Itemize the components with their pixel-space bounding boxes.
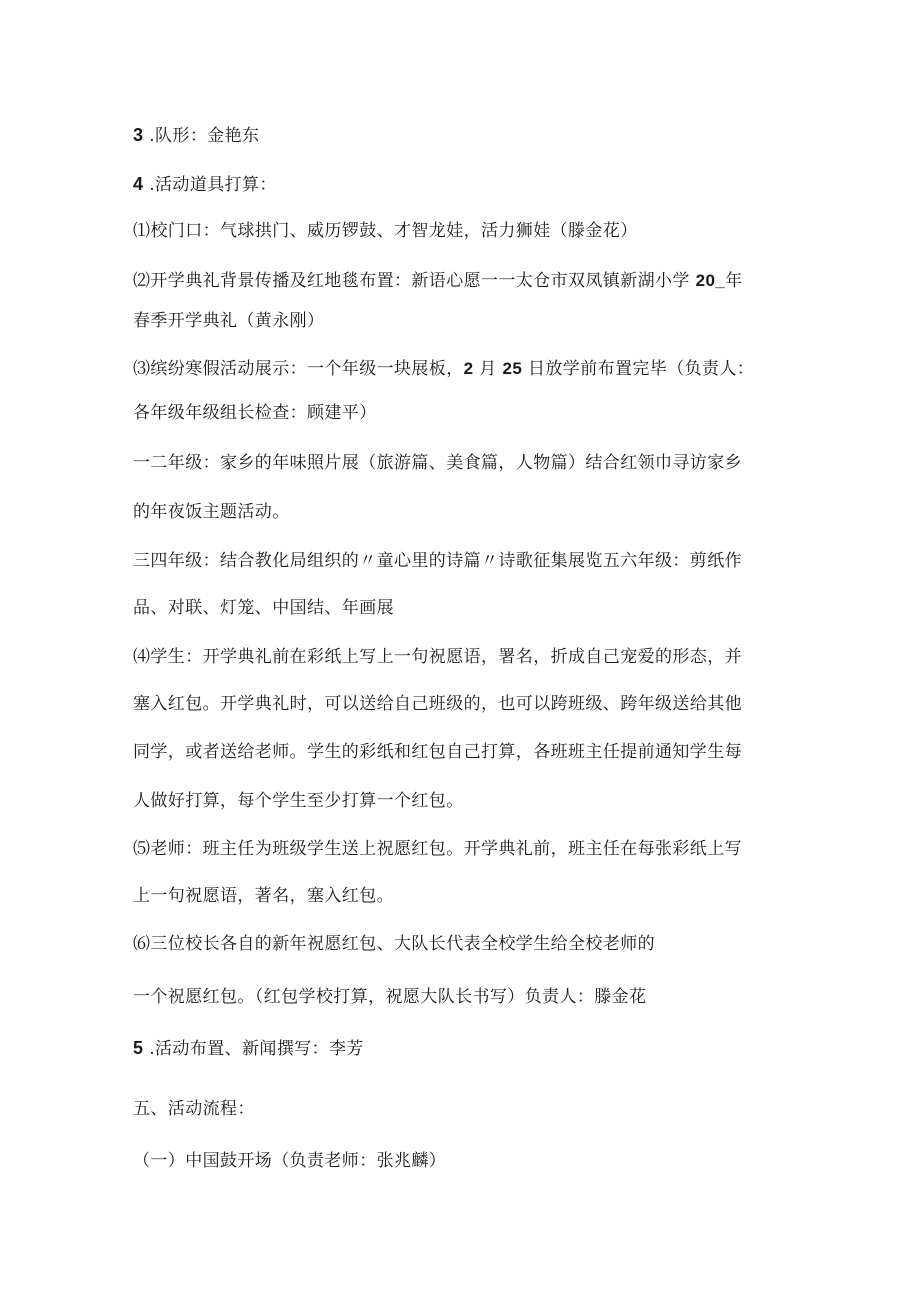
item-number: 3 [133,125,144,145]
props-exhibition [133,358,813,380]
props-gate [133,220,813,242]
line-text: 一个祝愿红包。（红包学校打算，祝愿大队长书写）负责人：滕金花 [133,987,647,1007]
principals-para-2 [133,986,813,1008]
principals-para-1 [133,933,813,955]
section-heading: 五、活动流程： [133,1099,255,1119]
line-text: 三四年级：结合教化局组织的〃童心里的诗篇〃诗歌征集展览五六年级：剪纸作 [133,551,742,571]
month-number: 2 [463,359,474,378]
line-text: ⑶缤纷寒假活动展示：一个年级一块展板， [133,359,464,379]
students-para-4 [133,790,813,812]
line-text: 日放学前布置完毕（负责人： [522,359,755,379]
flow-step-1 [133,1150,813,1172]
students-para-2 [133,693,813,715]
section-5-heading [133,1098,813,1120]
grade-3-6 [133,550,813,572]
props-background-cont [133,310,813,332]
item-text: .活动布置、新闻撰写：李芳 [143,1039,364,1059]
grade-1-2-cont [133,501,813,523]
line-text: 的年夜饭主题活动。 [133,502,290,522]
line-text: 春季开学典礼（黄永刚） [133,311,325,331]
item-text: .活动道具打算： [143,175,277,195]
line-text: ⑴校门口：气球拱门、威历锣鼓、才智龙娃，活力狮娃（滕金花） [133,221,638,241]
students-para-3 [133,741,813,763]
line-text: 同学，或者送给老师。学生的彩纸和红包自己打算，各班班主任提前通知学生每 [133,742,742,762]
line-text: 年 [725,271,743,291]
line-text: ⑹三位校长各自的新年祝愿红包、大队长代表全校学生给全校老师的 [133,934,655,954]
line-text: ⑸老师：班主任为班级学生送上祝愿红包。开学典礼前，班主任在每张彩纸上写 [133,839,742,859]
item-4-props [133,173,813,196]
teachers-para-1 [133,838,813,860]
students-para-1 [133,646,813,668]
day-number: 25 [502,359,523,378]
props-exhibition-cont [133,402,813,424]
props-background [133,270,813,292]
grade-3-6-cont [133,597,813,619]
line-text: （一）中国鼓开场（负责老师：张兆麟） [133,1151,447,1171]
line-text: 上一句祝愿语，著名，塞入红包。 [133,886,394,906]
line-text: 一二年级：家乡的年味照片展（旅游篇、美食篇，人物篇）结合红领巾寻访家乡 [133,453,742,473]
line-text: 塞入红包。开学典礼时，可以送给自己班级的，也可以跨班级、跨年级送给其他 [133,694,742,714]
year-text: 20_ [695,271,726,290]
grade-1-2 [133,452,813,474]
item-number: 5 [133,1038,144,1058]
line-text: ⑷学生：开学典礼前在彩纸上写上一句祝愿语，署名，折成自己宠爱的形态，并 [133,647,742,667]
line-text: 品、对联、灯笼、中国结、年画展 [133,598,394,618]
item-number: 4 [133,174,144,194]
line-text: 各年级年级组长检查：顾建平） [133,403,377,423]
line-text: ⑵开学典礼背景传播及红地毯布置：新语心愿一一太仓市双凤镇新湖小学 [133,271,696,291]
teachers-para-2 [133,885,813,907]
line-text: 人做好打算，每个学生至少打算一个红包。 [133,791,464,811]
item-5-news [133,1037,813,1060]
item-text: .队形：金艳东 [143,126,260,146]
line-text: 月 [473,359,503,379]
item-3-formation [133,124,813,147]
